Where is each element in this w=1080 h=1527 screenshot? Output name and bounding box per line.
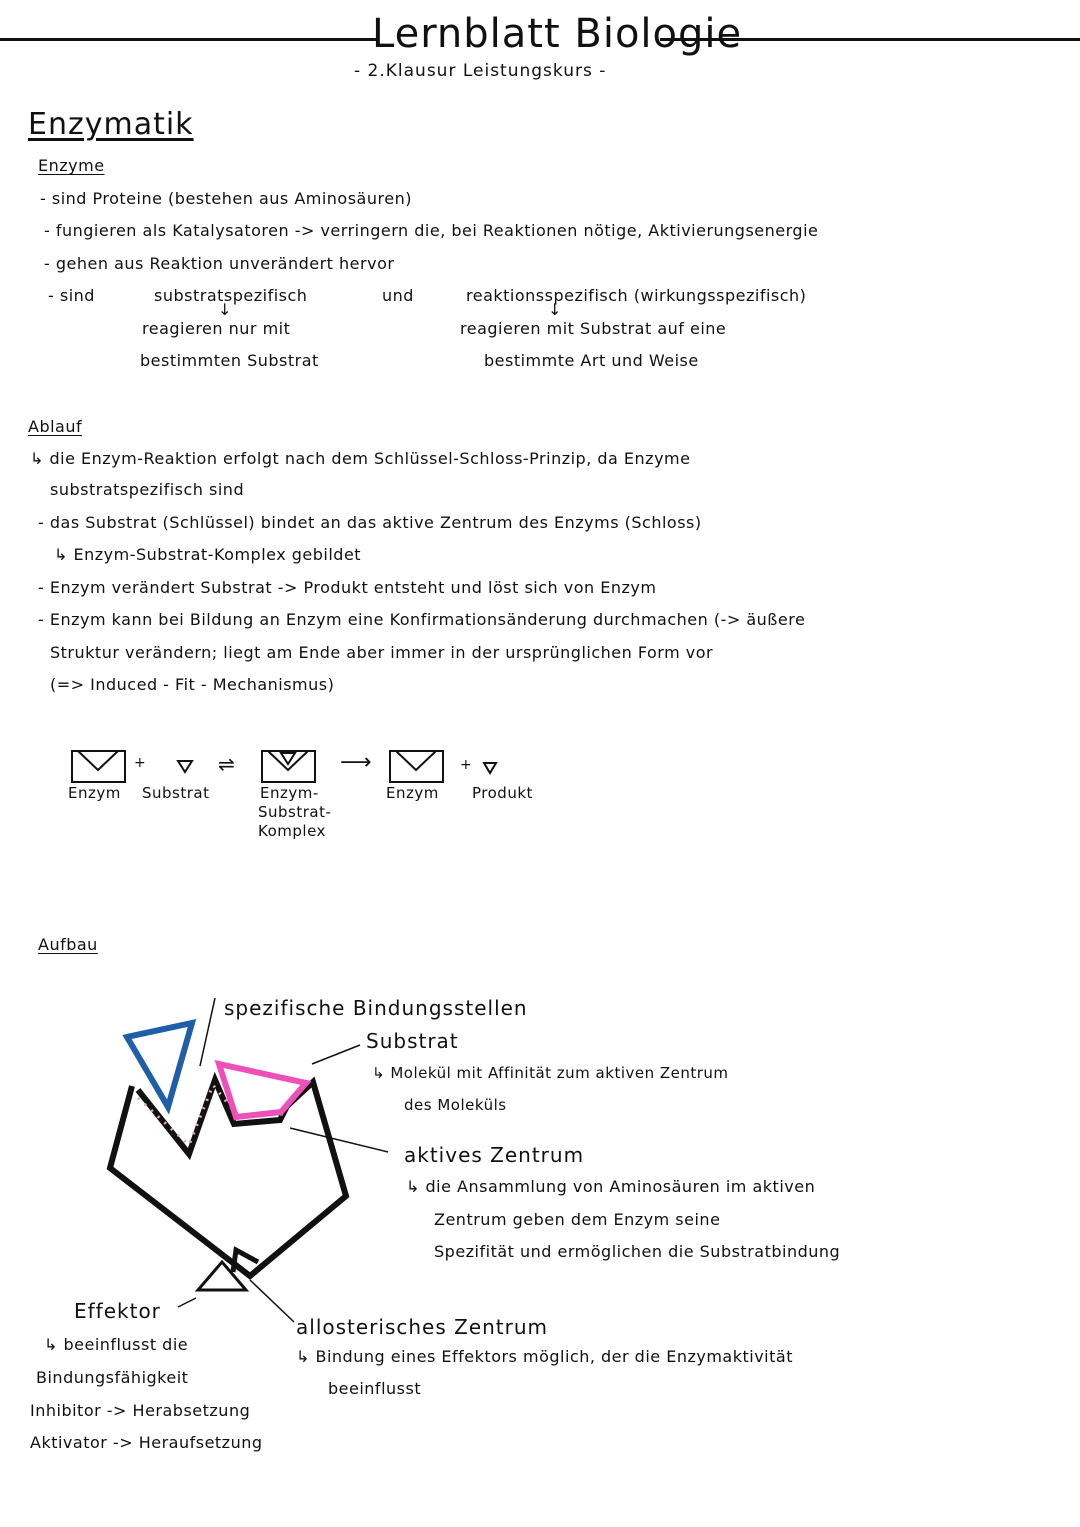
active-desc-3: Spezifität und ermöglichen die Substratbindung [434,1242,841,1261]
binding-sites-label: spezifische Bindungsstellen [224,996,528,1020]
ablauf-line-6: - Enzym kann bei Bildung an Enzym eine Konfirmationsänderung durchmachen (-> äußere [38,610,806,629]
blue-binding-site [127,1023,192,1107]
effector-label: Effektor [74,1299,161,1323]
ablauf-heading: Ablauf [28,417,83,436]
ablauf-line-3: - das Substrat (Schlüssel) bindet an das aktive Zentrum des Enzyms (Schloss) [38,513,702,532]
substrate-label: Substrat [366,1029,459,1053]
enzyme-body [110,1080,346,1276]
allosteric-label: allosterisches Zentrum [296,1315,549,1339]
active-desc-1: ↳ die Ansammlung von Aminosäuren im aktiven [406,1177,816,1196]
substrate-specific-2: bestimmten Substrat [140,351,319,370]
label-enzyme: Enzym [68,784,121,802]
ablauf-line-8: (=> Induced - Fit - Mechanismus) [50,675,335,694]
page-subtitle: - 2.Klausur Leistungskurs - [354,61,607,81]
label-enzyme-2: Enzym [386,784,439,802]
enzyme-line-1: - sind Proteine (bestehen aus Aminosäuren) [40,189,412,208]
pointer-binding [200,998,215,1066]
activator-text: Aktivator -> Heraufsetzung [30,1433,263,1452]
enzyme-line-4d: reaktionsspezifisch (wirkungsspezifisch) [466,286,807,305]
substrate-desc-2: des Moleküls [404,1096,507,1114]
reaction-arrow: ⟶ [340,750,373,775]
active-site-label: aktives Zentrum [404,1143,585,1167]
allosteric-desc-2: beeinflusst [328,1379,422,1398]
plus-sign-2: + [460,757,473,773]
enzyme-line-4a: - sind [48,286,95,305]
label-substrate: Substrat [142,784,210,802]
ablauf-line-5: - Enzym verändert Substrat -> Produkt entsteht und löst sich von Enzym [38,578,657,597]
enzyme-line-4c: und [382,286,414,305]
ablauf-line-4: ↳ Enzym-Substrat-Komplex gebildet [54,545,362,564]
reaction-specific-1: reagieren mit Substrat auf eine [460,319,727,338]
pointer-active [290,1128,388,1152]
arrow-down-2: ↓ [548,300,562,319]
enzyme-line-3: - gehen aus Reaktion unverändert hervor [44,254,395,273]
pointer-allosteric [250,1280,294,1322]
enzyme-line-2: - fungieren als Katalysatoren -> verringern die, bei Reaktionen nötige, Aktivierungsenergie [44,221,819,240]
aufbau-heading: Aufbau [38,935,98,954]
ablauf-line-2: substratspezifisch sind [50,480,245,499]
reaction-specific-2: bestimmte Art und Weise [484,351,699,370]
pointer-substrate [312,1045,360,1064]
ablauf-line-1: ↳ die Enzym-Reaktion erfolgt nach dem Schlüssel-Schloss-Prinzip, da Enzyme [30,449,691,468]
label-complex-1: Enzym- [260,784,319,802]
inhibitor-text: Inhibitor -> Herabsetzung [30,1401,251,1420]
substrate-desc-1: ↳ Molekül mit Affinität zum aktiven Zentrum [372,1064,729,1082]
enzyme-line-4b: substratspezifisch [154,286,308,305]
effector-desc-1: ↳ beeinflusst die [44,1335,189,1354]
arrow-down-1: ↓ [218,300,232,319]
allosteric-desc-1: ↳ Bindung eines Effektors möglich, der die Enzymaktivität [296,1347,793,1366]
label-product: Produkt [472,784,533,802]
pointer-effector [178,1298,196,1307]
equilibrium-arrow: ⇌ [218,752,236,776]
active-desc-2: Zentrum geben dem Enzym seine [434,1210,721,1229]
page-title: Lernblatt Biologie [372,11,743,57]
label-complex-2: Substrat- [258,803,332,821]
plus-sign-1: + [134,755,147,771]
substrate-specific-1: reagieren nur mit [142,319,291,338]
substrate-pink-shape [219,1064,306,1117]
label-complex-3: Komplex [258,822,326,840]
effector-desc-2: Bindungsfähigkeit [36,1368,189,1387]
section-title: Enzymatik [28,107,194,142]
enzyme-heading: Enzyme [38,156,105,175]
ablauf-line-7: Struktur verändern; liegt am Ende aber immer in der ursprünglichen Form vor [50,643,714,662]
